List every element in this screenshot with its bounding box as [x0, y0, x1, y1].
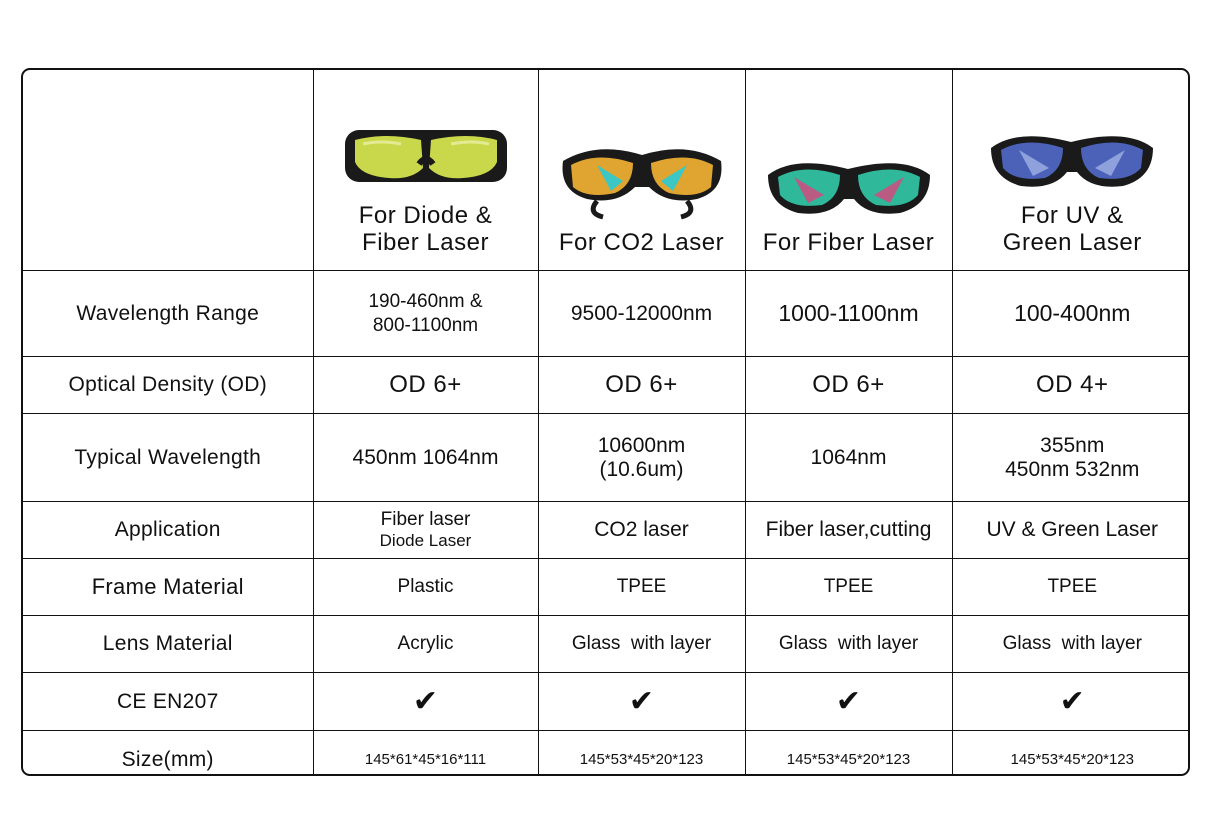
row-size	[23, 731, 1190, 777]
value-line: (10.6um)	[599, 457, 684, 481]
checkmark-icon: ✔	[952, 673, 1190, 731]
value-cell: 145*53*45*20*123	[745, 731, 952, 777]
value-cell: 145*53*45*20*123	[952, 731, 1190, 777]
row-optical-density	[23, 357, 1190, 414]
value-line: 355nm	[1040, 433, 1105, 457]
value-cell: 100-400nm	[952, 271, 1190, 357]
uv-green-goggles-image	[987, 124, 1157, 194]
value-cell: 450nm 1064nm	[313, 414, 538, 502]
spec-table	[23, 70, 1190, 776]
value-cell: TPEE	[745, 559, 952, 616]
value-cell: Glass with layer	[538, 616, 745, 673]
checkmark-icon: ✔	[538, 673, 745, 731]
product-header-uv-green	[952, 70, 1190, 271]
product-title-line2: Green Laser	[1002, 229, 1142, 256]
row-label: Wavelength Range	[23, 271, 313, 357]
value-cell: OD 4+	[952, 357, 1190, 414]
product-header-co2	[538, 70, 745, 271]
value-cell: 145*61*45*16*111	[313, 731, 538, 777]
row-label: Size(mm)	[23, 731, 313, 777]
value-cell	[313, 502, 538, 559]
row-lens-material	[23, 616, 1190, 673]
value-cell	[313, 271, 538, 357]
co2-goggles-image	[557, 141, 727, 221]
row-ce-en207	[23, 673, 1190, 731]
value-cell: Fiber laser,cutting	[745, 502, 952, 559]
header-row	[23, 70, 1190, 271]
value-cell	[538, 414, 745, 502]
value-cell: OD 6+	[313, 357, 538, 414]
value-line: Diode Laser	[379, 531, 472, 550]
checkmark-icon: ✔	[313, 673, 538, 731]
row-typical-wavelength	[23, 414, 1190, 502]
fiber-goggles-image	[764, 151, 934, 221]
product-header-fiber	[745, 70, 952, 271]
checkmark-icon: ✔	[745, 673, 952, 731]
row-wavelength-range	[23, 271, 1190, 357]
value-cell: TPEE	[952, 559, 1190, 616]
value-cell: CO2 laser	[538, 502, 745, 559]
value-cell: Plastic	[313, 559, 538, 616]
value-line: 450nm 532nm	[1005, 457, 1140, 481]
product-title	[543, 229, 741, 256]
comparison-table	[21, 68, 1190, 776]
row-label: Typical Wavelength	[23, 414, 313, 502]
value-cell: 1000-1100nm	[745, 271, 952, 357]
value-line: 190-460nm &	[368, 290, 483, 312]
value-cell	[952, 414, 1190, 502]
value-cell: OD 6+	[745, 357, 952, 414]
product-header-diode-fiber	[313, 70, 538, 271]
row-label: Optical Density (OD)	[23, 357, 313, 414]
value-cell: 9500-12000nm	[538, 271, 745, 357]
value-line: Fiber laser	[380, 509, 471, 530]
value-line: 800-1100nm	[372, 314, 479, 336]
product-title	[318, 202, 534, 256]
row-frame-material	[23, 559, 1190, 616]
row-label: CE EN207	[23, 673, 313, 731]
product-title-line1: For UV &	[1020, 202, 1124, 229]
product-title-line2: Fiber Laser	[362, 229, 489, 256]
row-label: Lens Material	[23, 616, 313, 673]
product-title-line1: For CO2 Laser	[558, 229, 725, 256]
value-cell: 1064nm	[745, 414, 952, 502]
row-application	[23, 502, 1190, 559]
product-title	[957, 202, 1189, 256]
value-cell: OD 6+	[538, 357, 745, 414]
value-cell: 145*53*45*20*123	[538, 731, 745, 777]
value-cell: Glass with layer	[745, 616, 952, 673]
header-corner-cell	[23, 70, 313, 271]
product-title-line1: For Diode &	[358, 202, 493, 229]
value-cell: Glass with layer	[952, 616, 1190, 673]
value-cell: UV & Green Laser	[952, 502, 1190, 559]
value-line: 10600nm	[597, 433, 686, 457]
value-cell: Acrylic	[313, 616, 538, 673]
row-label: Frame Material	[23, 559, 313, 616]
row-label: Application	[23, 502, 313, 559]
product-title	[750, 229, 948, 256]
product-title-line1: For Fiber Laser	[762, 229, 935, 256]
value-cell: TPEE	[538, 559, 745, 616]
diode-fiber-goggles-image	[341, 124, 511, 194]
